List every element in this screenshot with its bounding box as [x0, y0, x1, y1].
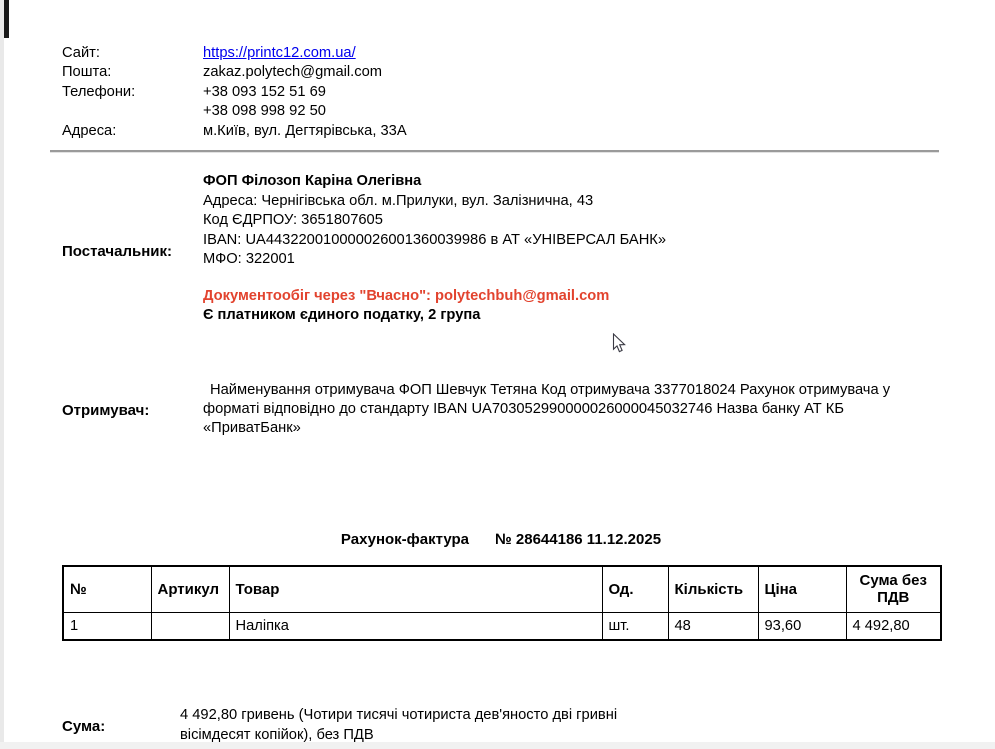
table-header-row: [63, 566, 941, 612]
phone2-label: [62, 102, 203, 121]
recipient-details: Найменування отримувача ФОП Шевчук Тетяна Код отримувача 3377018024 Рахунок отримувача у форматі відповідно до стандарту IBAN UA703052990000026000045032746 Назва банку АТ КБ «ПриватБанк»: [203, 382, 891, 436]
supplier-mfo: МФО: 322001: [203, 251, 295, 267]
recipient-label: Отримувач:: [62, 402, 150, 419]
address-value: м.Київ, вул. Дегтярівська, 33А: [203, 122, 407, 139]
page-edge-mark: [4, 0, 9, 38]
supplier-name: ФОП Філозоп Каріна Олегівна: [203, 173, 422, 189]
cell-price: 93,60: [758, 612, 846, 640]
contact-row-phone1: [62, 83, 407, 102]
col-price: Ціна: [758, 566, 846, 612]
spacer: [203, 270, 943, 287]
items-table: [62, 565, 942, 641]
col-number: №: [63, 566, 151, 612]
contact-block: [62, 44, 407, 141]
email-value: zakaz.polytech@gmail.com: [203, 64, 382, 81]
cell-article: [151, 612, 229, 640]
invoice-title: Рахунок-фактура: [340, 531, 470, 548]
cell-number: 1: [63, 612, 151, 640]
table-row: [63, 612, 941, 640]
cell-sum: 4 492,80: [846, 612, 941, 640]
cell-product: Наліпка: [229, 612, 602, 640]
supplier-details: [203, 172, 943, 326]
col-quantity: Кількість: [668, 566, 758, 612]
email-label: Пошта:: [62, 64, 112, 81]
col-article: Артикул: [151, 566, 229, 612]
col-sum-no-vat: Сума без ПДВ: [846, 566, 941, 612]
window-left-edge: [0, 0, 4, 749]
mouse-cursor-icon: [612, 333, 634, 357]
supplier-edrpou: Код ЄДРПОУ: 3651807605: [203, 212, 383, 228]
total-amount-text: 4 492,80 гривень (Чотири тисячі чотириста дев'яносто дві гривні вісімдесят копійок), без ПДВ: [180, 707, 618, 743]
cell-unit: шт.: [602, 612, 668, 640]
window-bottom-edge: [0, 742, 995, 749]
contact-row-site: [62, 44, 407, 63]
supplier-label: Постачальник:: [62, 243, 172, 260]
site-label: Сайт:: [62, 45, 100, 61]
address-label: Адреса:: [62, 122, 117, 139]
col-unit: Од.: [602, 566, 668, 612]
phone2-value: +38 098 998 92 50: [203, 103, 326, 120]
contact-row-phone2: [62, 102, 407, 121]
phone1-value: +38 093 152 51 69: [203, 83, 326, 100]
col-product: Товар: [229, 566, 602, 612]
supplier-address: Адреса: Чернігівська обл. м.Прилуки, вул. Залізнична, 43: [203, 192, 594, 209]
contact-row-address: [62, 122, 407, 141]
supplier-iban: IBAN: UA443220010000026001360039986 в АТ «УНІВЕРСАЛ БАНК»: [203, 231, 667, 248]
section-divider: [50, 150, 939, 152]
invoice-number: № 28644186 11.12.2025: [495, 531, 662, 548]
invoice-title-line: [62, 531, 940, 548]
contact-row-email: [62, 63, 407, 82]
supplier-edo-line: Документообіг через "Вчасно": polytechbuh@gmail.com: [203, 287, 610, 304]
supplier-tax-line: Є платником єдиного податку, 2 група: [203, 307, 481, 323]
site-link[interactable]: https://printc12.com.ua/: [203, 45, 356, 61]
cell-quantity: 48: [668, 612, 758, 640]
phones-label: Телефони:: [62, 83, 136, 100]
total-label: Сума:: [62, 718, 106, 735]
